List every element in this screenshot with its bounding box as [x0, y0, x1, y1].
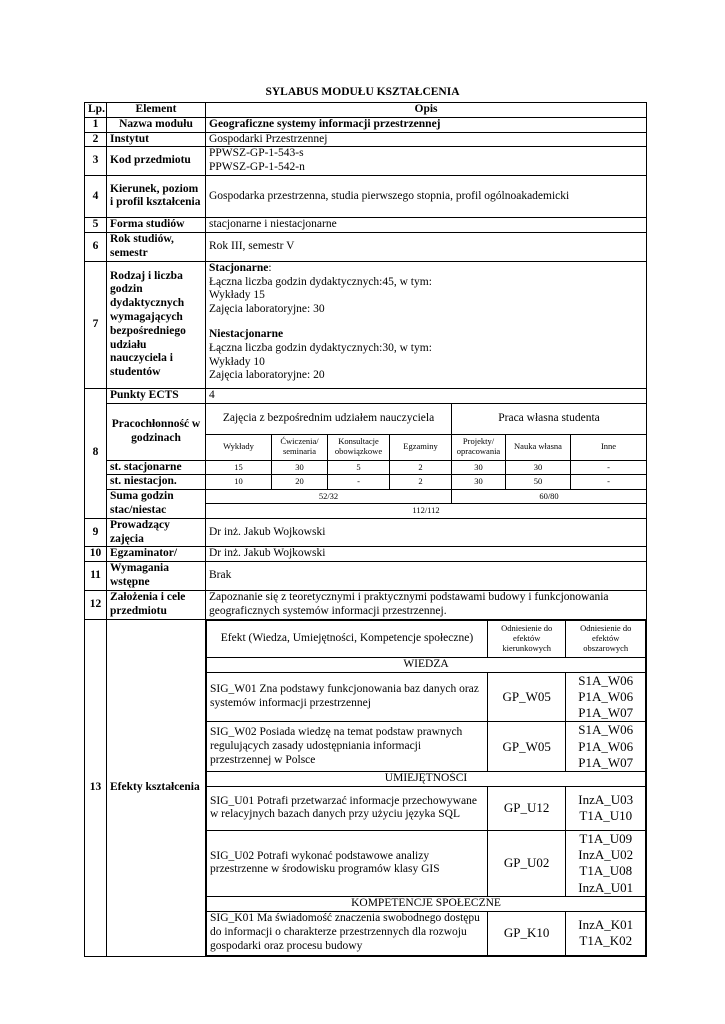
outcome-row: [207, 911, 646, 955]
hours-sum-total: 112/112: [206, 503, 647, 518]
outcome-row: [207, 830, 646, 896]
hours-cell: 30: [452, 460, 506, 475]
col-header: Egzaminy: [390, 434, 452, 460]
outcome-text: SIG_U02 Potrafi wykonać podstawowe analizy przestrzenne w środowisku programów klasy GIS: [207, 830, 488, 896]
row-element: Kierunek, poziom i profil kształcenia: [107, 175, 206, 217]
section-row: [207, 772, 646, 787]
outcome-obsz: [566, 830, 646, 896]
row-lp: 3: [85, 147, 107, 176]
workload-label: Pracochłonność w godzinach: [107, 403, 206, 460]
table-row: [85, 132, 647, 147]
niestac-hours-label: st. niestacjon.: [107, 475, 206, 490]
outcome-obsz: [566, 911, 646, 955]
effect-header: Efekt (Wiedza, Umiejętności, Kompetencje społeczne): [207, 620, 488, 657]
outcome-text: SIG_W01 Zna podstawy funkcjonowania baz danych oraz systemów informacji przestrzennej: [207, 672, 488, 722]
col-header: Konsultacje obowiązkowe: [328, 434, 390, 460]
hours-cell: -: [571, 460, 647, 475]
table-row: [85, 490, 647, 504]
row-opis: stacjonarne i niestacjonarne: [206, 217, 647, 232]
header-lp: Lp.: [85, 103, 107, 118]
row-element: Założenia i cele przedmiotu: [107, 591, 206, 620]
stac-total: Łączna liczba godzin dydaktycznych:45, w tym:: [209, 275, 432, 288]
obsz-code: P1A_W07: [578, 754, 634, 770]
table-row: [85, 619, 647, 956]
learning-outcomes: [206, 619, 647, 956]
row-lp: 12: [85, 591, 107, 620]
obsz-code: T1A_U10: [579, 808, 633, 824]
outcome-obsz: [566, 672, 646, 722]
row-element: Rok studiów, semestr: [107, 232, 206, 261]
table-row: [85, 562, 647, 591]
hours-cell: 50: [506, 475, 571, 490]
hours-cell: 30: [452, 475, 506, 490]
hours-cell: 30: [506, 460, 571, 475]
ects-label: Punkty ECTS: [107, 388, 206, 403]
table-row: [85, 147, 647, 176]
syllabus-table: [84, 102, 647, 957]
row-lp: 1: [85, 117, 107, 132]
table-row: [85, 403, 647, 434]
page-title: SYLABUS MODUŁU KSZTAŁCENIA: [265, 86, 460, 98]
section-row: [207, 657, 646, 672]
obsz-code: S1A_W06: [578, 672, 634, 688]
header-element: Element: [107, 103, 206, 118]
row-opis: Dr inż. Jakub Wojkowski: [206, 547, 647, 562]
row-lp: 2: [85, 132, 107, 147]
module-name: Geograficzne systemy informacji przestrzennej: [206, 117, 647, 132]
table-row: [85, 518, 647, 547]
niestac-labs: Zajęcia laboratoryjne: 20: [209, 369, 325, 382]
outcomes-table: [206, 620, 646, 956]
outcome-row: [207, 722, 646, 772]
outcome-text: SIG_U01 Potrafi przetwarzać informacje przechowywane w relacyjnych bazach danych przy użyciu języka SQL: [207, 786, 488, 830]
outcome-kier: GP_U12: [487, 786, 566, 830]
row-element: Prowadzący zajęcia: [107, 518, 206, 547]
niestac-heading: Niestacjonarne: [209, 327, 284, 340]
hours-cell: 2: [390, 475, 452, 490]
outcome-kier: GP_W05: [487, 672, 566, 722]
obsz-code: InzA_K01: [578, 916, 634, 932]
row-opis: Zapoznanie się z teoretycznymi i praktycznymi podstawami budowy i funkcjonowania geograficznych systemów informacji przestrzennej.: [206, 591, 647, 620]
obsz-code: P1A_W06: [578, 738, 634, 754]
hours-cell: 20: [272, 475, 328, 490]
hours-cell: 30: [272, 460, 328, 475]
stac-heading: Stacjonarne: [209, 261, 269, 274]
table-row: [85, 591, 647, 620]
stac-lectures: Wykłady 15: [209, 289, 265, 302]
col-header: Inne: [571, 434, 647, 460]
ects-value: 4: [206, 388, 647, 403]
obsz-code: T1A_K02: [579, 933, 633, 949]
row-element: Wymagania wstępne: [107, 562, 206, 591]
niestac-total: Łączna liczba godzin dydaktycznych:30, w tym:: [209, 341, 432, 354]
module-codes: [206, 147, 647, 176]
obsz-code: P1A_W06: [578, 688, 634, 704]
obsz-code: S1A_W06: [578, 722, 634, 738]
hours-cell: -: [571, 475, 647, 490]
row-opis: Gospodarka przestrzenna, studia pierwszego stopnia, profil ogólnoakademicki: [206, 175, 647, 217]
row-lp: 13: [85, 619, 107, 956]
obsz-code: P1A_W07: [578, 705, 634, 721]
code-niestac: PPWSZ-GP-1-542-n: [209, 161, 305, 174]
outcomes-header: [207, 620, 646, 657]
col-header: Nauka własna: [506, 434, 571, 460]
row-lp: 10: [85, 547, 107, 562]
hours-sum-label: Suma godzin stac/niestac: [107, 490, 206, 519]
self-study-group: Praca własna studenta: [452, 403, 647, 434]
stac-labs: Zajęcia laboratoryjne: 30: [209, 303, 325, 316]
col-header: Ćwiczenia/ seminaria: [272, 434, 328, 460]
stac-colon: :: [268, 261, 272, 274]
code-stac: PPWSZ-GP-1-543-s: [209, 147, 304, 160]
kier-header: Odniesienie do efektów kierunkowych: [487, 620, 566, 657]
hours-cell: 5: [328, 460, 390, 475]
row-lp: 9: [85, 518, 107, 547]
row-lp: 8: [85, 388, 107, 518]
table-header: [85, 103, 647, 118]
outcome-kier: GP_U02: [487, 830, 566, 896]
outcome-row: [207, 672, 646, 722]
row-opis: Rok III, semestr V: [206, 232, 647, 261]
row-opis: Dr inż. Jakub Wojkowski: [206, 518, 647, 547]
header-opis: Opis: [206, 103, 647, 118]
table-row: [85, 475, 647, 490]
row-lp: 11: [85, 562, 107, 591]
outcome-kier: GP_W05: [487, 722, 566, 772]
contact-hours-group: Zajęcia z bezpośrednim udziałem nauczyciela: [206, 403, 452, 434]
obsz-code: T1A_U09: [579, 830, 633, 846]
row-lp: 5: [85, 217, 107, 232]
niestac-lectures: Wykłady 10: [209, 355, 265, 368]
table-row: [85, 117, 647, 132]
col-header: Wykłady: [206, 434, 272, 460]
obsz-code: InzA_U01: [578, 879, 634, 895]
obsz-header: Odniesienie do efektów obszarowych: [566, 620, 646, 657]
row-element: Nazwa modułu: [107, 117, 206, 132]
table-row: [85, 232, 647, 261]
row-element: Kod przedmiotu: [107, 147, 206, 176]
table-row: [85, 388, 647, 403]
hours-cell: -: [328, 475, 390, 490]
hours-cell: 2: [390, 460, 452, 475]
table-row: [85, 175, 647, 217]
section-kompetencje: KOMPETENCJE SPOŁECZNE: [207, 896, 646, 911]
col-header: Projekty/ opracowania: [452, 434, 506, 460]
outcome-text: SIG_K01 Ma świadomość znaczenia swobodnego dostępu do informacji o charakterze przestrzennych dla rozwoju gospodarki oraz procesu budowy: [207, 911, 488, 955]
table-row: [85, 217, 647, 232]
outcome-obsz: [566, 722, 646, 772]
row-lp: 6: [85, 232, 107, 261]
section-row: [207, 896, 646, 911]
section-umiejetnosci: UMIEJĘTNOŚCI: [207, 772, 646, 787]
row-opis: Brak: [206, 562, 647, 591]
row-lp: 7: [85, 261, 107, 388]
hours-description: [206, 261, 647, 388]
table-row: [85, 261, 647, 388]
row-element: Forma studiów: [107, 217, 206, 232]
obsz-code: InzA_U02: [578, 847, 634, 863]
row-element: Instytut: [107, 132, 206, 147]
outcome-kier: GP_K10: [487, 911, 566, 955]
outcome-obsz: [566, 786, 646, 830]
row-element: Rodzaj i liczba godzin dydaktycznych wymagających bezpośredniego udziału nauczyciela i studentów: [107, 261, 206, 388]
section-wiedza: WIEDZA: [207, 657, 646, 672]
stac-hours-label: st. stacjonarne: [107, 460, 206, 475]
row-opis: Gospodarki Przestrzennej: [206, 132, 647, 147]
table-row: [85, 547, 647, 562]
table-row: [85, 460, 647, 475]
hours-cell: 15: [206, 460, 272, 475]
row-lp: 4: [85, 175, 107, 217]
obsz-code: InzA_U03: [578, 792, 634, 808]
hours-cell: 10: [206, 475, 272, 490]
hours-sum-self: 60/80: [452, 490, 647, 504]
row-element: Efekty kształcenia: [107, 619, 206, 956]
outcome-row: [207, 786, 646, 830]
hours-sum-contact: 52/32: [206, 490, 452, 504]
obsz-code: T1A_U08: [579, 863, 633, 879]
outcome-text: SIG_W02 Posiada wiedzę na temat podstaw prawnych regulujących zasady udostępniania informacji przestrzennej w Polsce: [207, 722, 488, 772]
row-element: Egzaminator/: [107, 547, 206, 562]
